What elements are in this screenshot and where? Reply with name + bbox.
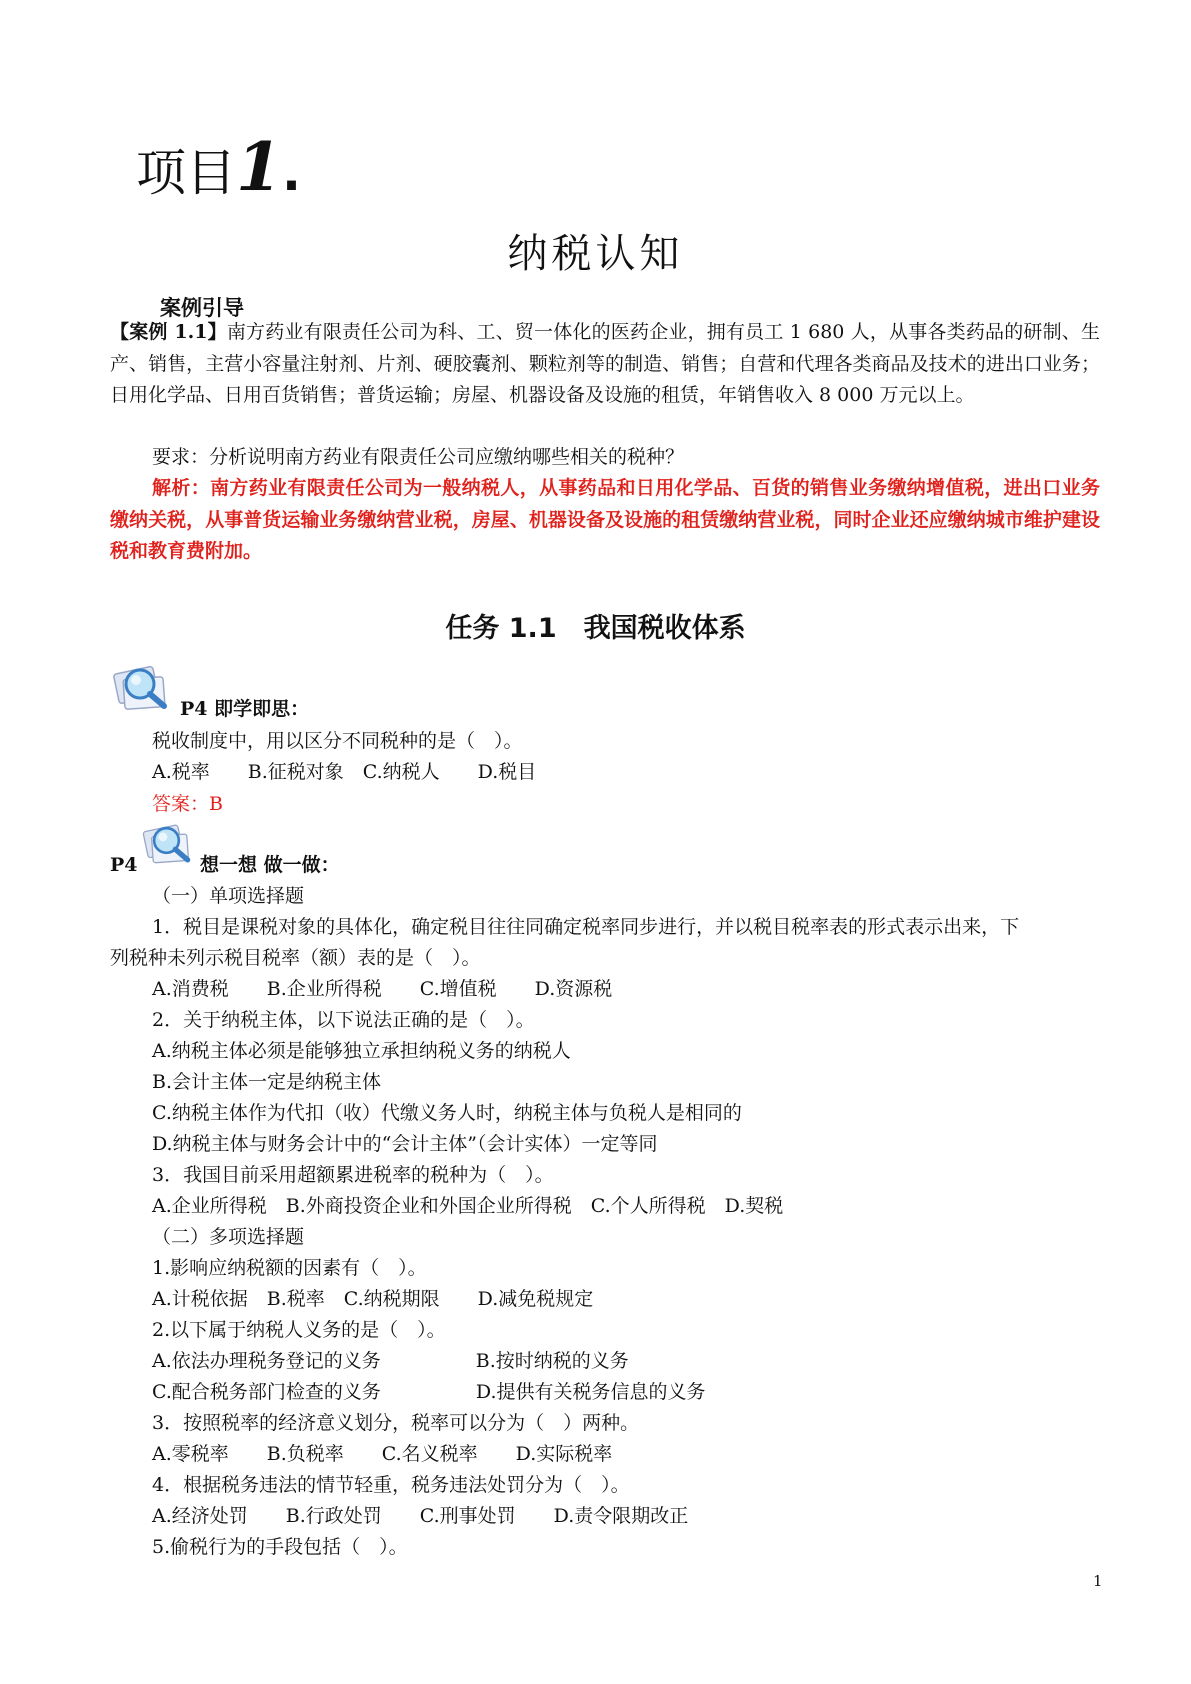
practice-line: （二）多项选择题 [152, 1226, 305, 1248]
quick-think-question: 税收制度中，用以区分不同税种的是（ ）。 [152, 730, 523, 752]
project-dot: . [281, 144, 301, 202]
page-number: 1 [1093, 1572, 1103, 1590]
main-title: 纳税认知 [507, 231, 684, 277]
magnifier-icon-practice [140, 818, 200, 870]
practice-line: A.企业所得税 B.外商投资企业和外国企业所得税 C.个人所得税 D.契税 [152, 1195, 784, 1217]
case-requirement: 要求：分析说明南方药业有限责任公司应缴纳哪些相关的税种？ [152, 446, 685, 468]
quick-think-options: A.税率 B.征税对象 C.纳税人 D.税目 [152, 761, 537, 783]
case-heading: 案例引导 [160, 296, 244, 320]
analysis-text: 南方药业有限责任公司为一般纳税人，从事药品和日用化学品、百货的销售业务缴纳增值税，进出口业务缴纳关税，从事普货运输业务缴纳营业税，房屋、机器设备及设施的租赁缴纳营业税，同时企业还应缴纳城市维护建设税和教育费附加。 [110, 477, 1100, 562]
case-paragraph [110, 317, 1100, 412]
practice-line: 1.影响应纳税额的因素有（ ）。 [152, 1257, 427, 1279]
task-title: 任务 1.1 我国税收体系 [445, 613, 746, 644]
analysis-label: 解析： [152, 477, 211, 499]
case-text: 南方药业有限责任公司为科、工、贸一体化的医药企业，拥有员工 1 680 人，从事各类药品的研制、生产、销售，主营小容量注射剂、片剂、硬胶囊剂、颗粒剂等的制造、销售；自营和代理各类商品及技术的进出口业务；日用化学品、日用百货销售；普货运输；房屋、机器设备及设施的租赁，年销售收入 8 000 万元以上。 [110, 321, 1100, 406]
practice-line: 2.以下属于纳税人义务的是（ ）。 [152, 1319, 446, 1341]
quick-think-label: P4 即学即思： [180, 698, 310, 720]
practice-line: 列税种未列示税目税率（额）表的是（ ）。 [110, 947, 481, 969]
practice-line: A.经济处罚 B.行政处罚 C.刑事处罚 D.责令限期改正 [152, 1505, 689, 1527]
practice-line: A.依法办理税务登记的义务 B.按时纳税的义务 [152, 1350, 629, 1372]
case-analysis [110, 473, 1100, 568]
practice-line: A.零税率 B.负税率 C.名义税率 D.实际税率 [152, 1443, 613, 1465]
practice-line: 3．按照税率的经济意义划分，税率可以分为（ ）两种。 [152, 1412, 640, 1434]
project-heading [136, 128, 301, 206]
practice-line: C.纳税主体作为代扣（收）代缴义务人时，纳税主体与负税人是相同的 [152, 1102, 742, 1124]
practice-line: 3．我国目前采用超额累进税率的税种为（ ）。 [152, 1164, 554, 1186]
practice-line: A.纳税主体必须是能够独立承担纳税义务的纳税人 [152, 1040, 571, 1062]
case-tag: 【案例 1.1】 [110, 321, 227, 343]
practice-line: 2．关于纳税主体，以下说法正确的是（ ）。 [152, 1009, 535, 1031]
practice-line: A.消费税 B.企业所得税 C.增值税 D.资源税 [152, 978, 613, 1000]
project-label: 项目 [136, 144, 236, 202]
practice-line: （一）单项选择题 [152, 885, 305, 907]
practice-line: A.计税依据 B.税率 C.纳税期限 D.减免税规定 [152, 1288, 594, 1310]
project-number: 1 [236, 128, 282, 206]
quick-think-answer: 答案：B [152, 793, 223, 815]
practice-line: B.会计主体一定是纳税主体 [152, 1071, 382, 1093]
practice-label: 想一想 做一做： [200, 854, 340, 876]
practice-line: 1．税目是课税对象的具体化，确定税目往往同确定税率同步进行，并以税目税率表的形式表示出来，下 [152, 916, 1020, 938]
practice-line: 5.偷税行为的手段包括（ ）。 [152, 1536, 408, 1558]
practice-line: D.纳税主体与财务会计中的“会计主体”（会计实体）一定等同 [152, 1133, 658, 1155]
magnifier-icon [110, 660, 178, 716]
practice-line: C.配合税务部门检查的义务 D.提供有关税务信息的义务 [152, 1381, 706, 1403]
practice-line: 4．根据税务违法的情节轻重，税务违法处罚分为（ ）。 [152, 1474, 630, 1496]
practice-page-label: P4 [110, 854, 138, 876]
